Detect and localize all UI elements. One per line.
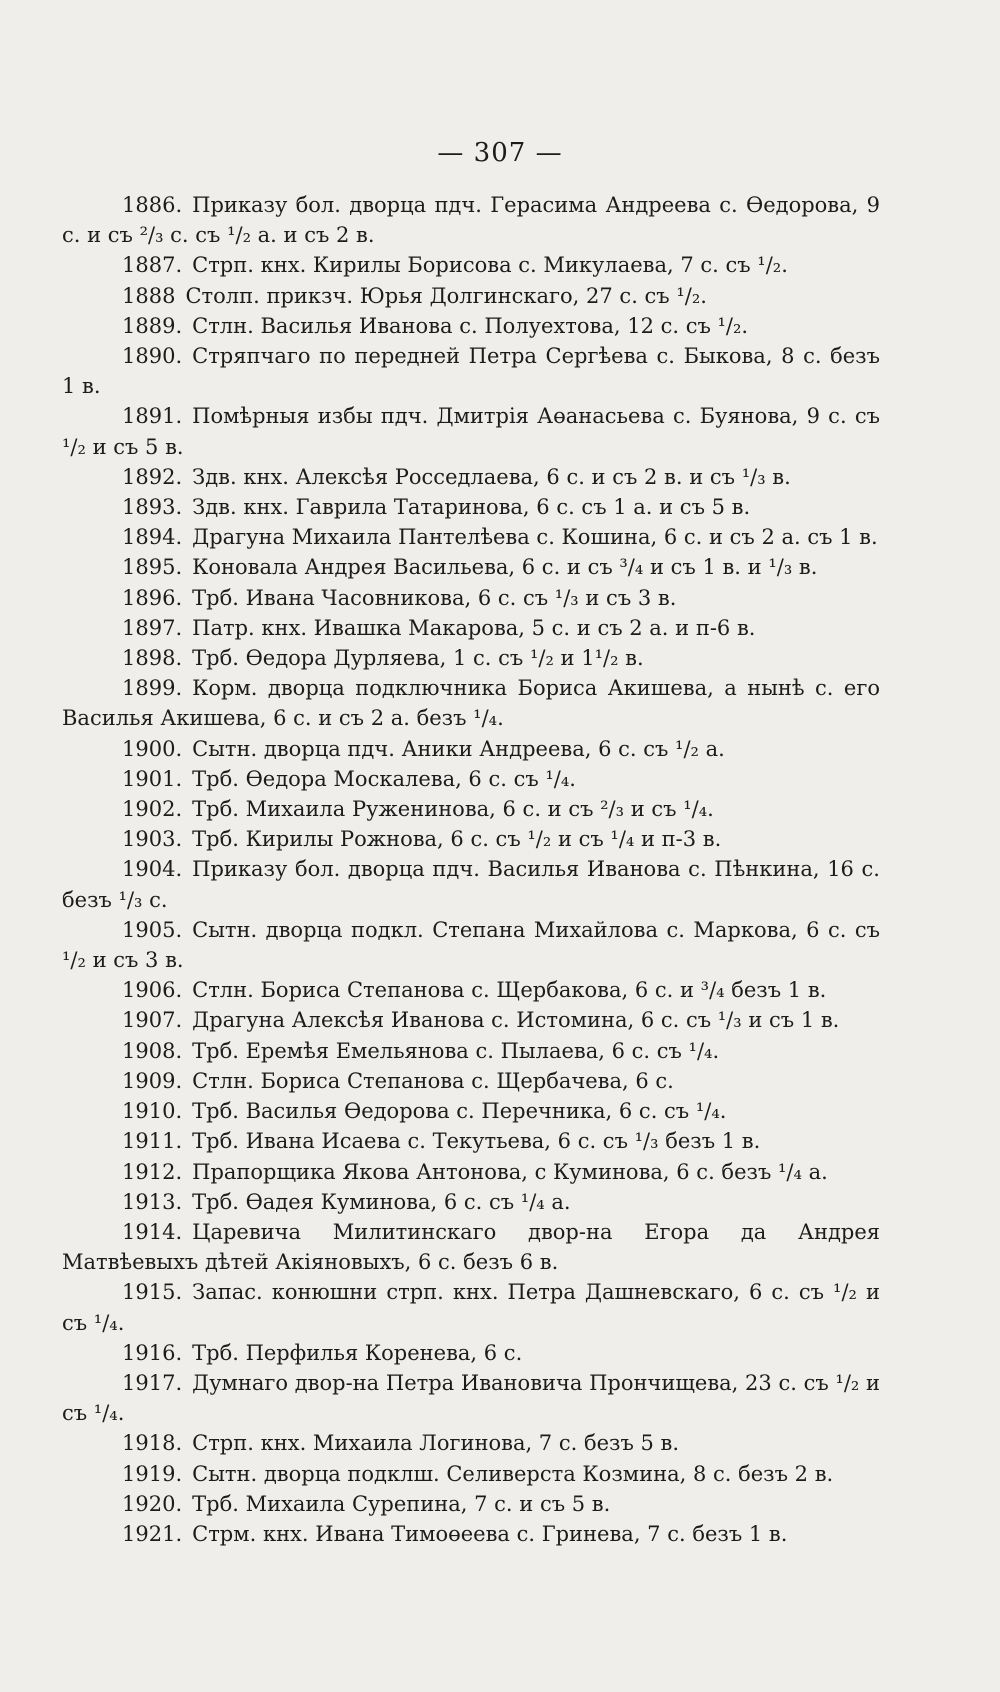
entry-number: 1920. [122, 1491, 183, 1516]
list-item [62, 1187, 880, 1217]
entry-number: 1891. [122, 404, 183, 429]
entry-number: 1895. [122, 555, 183, 580]
entry-text: Прапорщика Якова Антонова, с Куминова, 6 с. безъ ¹/₄ а. [192, 1159, 828, 1184]
list-item [62, 1066, 880, 1096]
entry-text: Сытн. дворца подклш. Селиверста Козмина, 8 с. безъ 2 в. [192, 1461, 834, 1486]
entry-number: 1905. [122, 917, 183, 942]
entry-number: 1911. [122, 1129, 183, 1154]
entry-text: Здв. кнх. Гаврила Татаринова, 6 с. съ 1 а. и съ 5 в. [192, 495, 751, 520]
entry-text: Трб. Өедора Дурляева, 1 с. съ ¹/₂ и 1¹/₂ в. [192, 646, 644, 671]
list-item [62, 492, 880, 522]
entry-text: Приказу бол. дворца пдч. Герасима Андреева с. Өедорова, 9 с. и съ ²/₃ с. съ ¹/₂ а. и съ 2 в. [62, 193, 880, 248]
list-item [62, 311, 880, 341]
list-item [62, 522, 880, 552]
entry-text: Царевича Милитинскаго двор-на Егора да Андрея Матвѣевыхъ дѣтей Акіяновыхъ, 6 с. безъ 6 в. [62, 1219, 880, 1275]
list-item [62, 281, 880, 311]
list-item [62, 734, 880, 764]
entry-text: Корм. дворца подключника Бориса Акишева, а нынѣ с. его Василья Акишева, 6 с. и съ 2 а. безъ ¹/₄. [62, 676, 880, 731]
entry-text: Трб. Михаила Руженинова, 6 с. и съ ²/₃ и съ ¹/₄. [192, 797, 714, 822]
list-item [62, 824, 880, 854]
entry-number: 1902. [122, 797, 183, 822]
list-item [62, 673, 880, 733]
list-item [62, 250, 880, 280]
entry-text: Сытн. дворца подкл. Степана Михайлова с. Маркова, 6 с. съ ¹/₂ и съ 3 в. [62, 917, 880, 973]
list-item [62, 1519, 880, 1549]
list-item [62, 794, 880, 824]
entry-text: Патр. кнх. Ивашка Макарова, 5 с. и съ 2 а. и п-6 в. [192, 615, 756, 640]
entry-text: Сытн. дворца пдч. Аники Андреева, 6 с. съ ¹/₂ а. [192, 736, 725, 761]
list-item [62, 1036, 880, 1066]
entry-number: 1921. [122, 1521, 183, 1546]
entry-number: 1915. [122, 1280, 183, 1305]
entry-number: 1904. [122, 857, 183, 882]
entry-number: 1894. [122, 525, 183, 550]
entry-text: Трб. Ивана Часовникова, 6 с. съ ¹/₃ и съ 3 в. [192, 585, 677, 610]
list-item [62, 341, 880, 401]
entry-number: 1899. [122, 676, 183, 701]
entry-text: Стряпчаго по передней Петра Сергѣева с. Быкова, 8 с. безъ 1 в. [62, 344, 880, 399]
entry-text: Думнаго двор-на Петра Ивановича Прончищева, 23 с. съ ¹/₂ и съ ¹/₄. [62, 1370, 880, 1426]
entry-number: 1908. [122, 1038, 183, 1063]
list-item [62, 583, 880, 613]
entry-text: Трб. Василья Өедорова с. Перечника, 6 с. съ ¹/₄. [192, 1099, 727, 1124]
entry-text: Стлн. Василья Иванова с. Полуехтова, 12 с. съ ¹/₂. [192, 313, 749, 338]
entry-text: Приказу бол. дворца пдч. Василья Иванова с. Пѣнкина, 16 с. безъ ¹/₃ с. [62, 857, 880, 912]
entry-number: 1900. [122, 736, 183, 761]
entry-number: 1888 [122, 283, 176, 308]
entry-number: 1912. [122, 1159, 183, 1184]
list-item [62, 190, 880, 250]
page-number: — 307 — [437, 138, 563, 168]
entry-text: Стрп. кнх. Михаила Логинова, 7 с. безъ 5 в. [192, 1431, 680, 1456]
list-item [62, 1459, 880, 1489]
entry-number: 1896. [122, 585, 183, 610]
entry-text: Трб. Өедора Москалева, 6 с. съ ¹/₄. [192, 766, 576, 791]
entry-number: 1890. [122, 344, 183, 369]
entry-number: 1892. [122, 464, 183, 489]
list-item [62, 1217, 880, 1277]
entry-text: Помѣрныя избы пдч. Дмитрія Аөанасьева с. Буянова, 9 с. съ ¹/₂ и съ 5 в. [62, 404, 880, 459]
entry-number: 1919. [122, 1461, 183, 1486]
list-item [62, 613, 880, 643]
list-item [62, 764, 880, 794]
list-item [62, 854, 880, 914]
entry-text: Трб. Кирилы Рожнова, 6 с. съ ¹/₂ и съ ¹/₄ и п-3 в. [192, 827, 722, 852]
entry-text: Трб. Михаила Сурепина, 7 с. и съ 5 в. [192, 1491, 611, 1516]
entry-number: 1887. [122, 253, 183, 278]
list-item [62, 462, 880, 492]
list-item [62, 1368, 880, 1428]
entry-text: Столп. прикзч. Юрья Долгинскаго, 27 с. съ ¹/₂. [185, 283, 707, 308]
entry-text: Драгуна Михаила Пантелѣева с. Кошина, 6 с. и съ 2 а. съ 1 в. [192, 525, 878, 550]
entry-number: 1906. [122, 978, 183, 1003]
entry-number: 1918. [122, 1431, 183, 1456]
entry-text: Стрм. кнх. Ивана Тимоөеева с. Гринева, 7 с. безъ 1 в. [192, 1521, 788, 1546]
entry-number: 1909. [122, 1068, 183, 1093]
list-item [62, 643, 880, 673]
list-item [62, 1338, 880, 1368]
list-item [62, 1005, 880, 1035]
entry-text: Коновала Андрея Васильева, 6 с. и съ ³/₄ и съ 1 в. и ¹/₃ в. [192, 555, 818, 580]
entry-text: Стлн. Бориса Степанова с. Щербакова, 6 с. и ³/₄ безъ 1 в. [192, 978, 827, 1003]
entry-text: Стлн. Бориса Степанова с. Щербачева, 6 с. [192, 1068, 674, 1093]
entry-text: Запас. конюшни стрп. кнх. Петра Дашневскаго, 6 с. съ ¹/₂ и съ ¹/₄. [62, 1280, 880, 1335]
list-item [62, 401, 880, 461]
entry-number: 1903. [122, 827, 183, 852]
list-item [62, 1157, 880, 1187]
entry-number: 1897. [122, 615, 183, 640]
entry-text: Трб. Өадея Куминова, 6 с. съ ¹/₄ а. [192, 1189, 571, 1214]
entry-text: Трб. Ивана Исаева с. Текутьева, 6 с. съ ¹/₃ безъ 1 в. [192, 1129, 761, 1154]
entry-text: Трб. Перфилья Коренева, 6 с. [192, 1340, 523, 1365]
entry-list [62, 190, 880, 1549]
list-item [62, 1489, 880, 1519]
entry-number: 1916. [122, 1340, 183, 1365]
entry-number: 1901. [122, 766, 183, 791]
entry-number: 1910. [122, 1099, 183, 1124]
entry-number: 1898. [122, 646, 183, 671]
entry-text: Здв. кнх. Алексѣя Росседлаева, 6 с. и съ 2 в. и съ ¹/₃ в. [192, 464, 791, 489]
entry-number: 1907. [122, 1008, 183, 1033]
entry-number: 1914. [122, 1219, 183, 1244]
list-item [62, 1126, 880, 1156]
entry-number: 1886. [122, 193, 183, 217]
entry-number: 1889. [122, 313, 183, 338]
entry-text: Трб. Еремѣя Емельянова с. Пылаева, 6 с. съ ¹/₄. [192, 1038, 720, 1063]
list-item [62, 1277, 880, 1337]
list-item [62, 552, 880, 582]
entry-text: Драгуна Алексѣя Иванова с. Истомина, 6 с. съ ¹/₃ и съ 1 в. [192, 1008, 840, 1033]
list-item [62, 975, 880, 1005]
entry-text: Стрп. кнх. Кирилы Борисова с. Микулаева, 7 с. съ ¹/₂. [192, 253, 788, 278]
entry-number: 1893. [122, 495, 183, 520]
list-item [62, 1096, 880, 1126]
entry-number: 1913. [122, 1189, 183, 1214]
list-item [62, 915, 880, 975]
entry-number: 1917. [122, 1370, 183, 1395]
list-item [62, 1428, 880, 1458]
